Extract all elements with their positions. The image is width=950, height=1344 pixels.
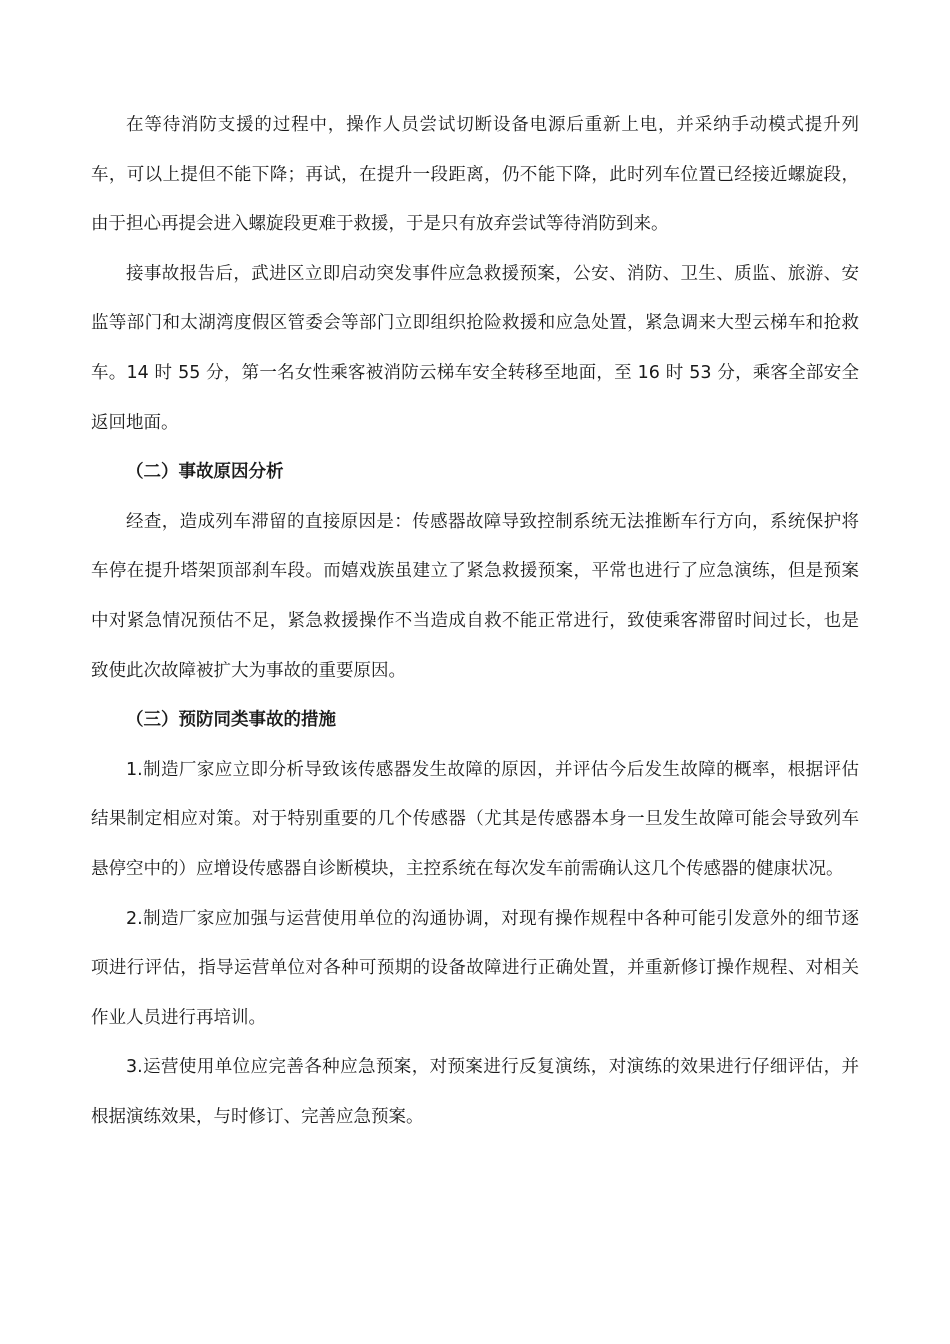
paragraph-measure-2: 2.制造厂家应加强与运营使用单位的沟通协调，对现有操作规程中各种可能引发意外的细节逐项进行评估，指导运营单位对各种可预期的设备故障进行正确处置，并重新修订操作规程、对相关作业人员进行再培训。: [91, 908, 859, 1028]
section-heading-cause-analysis: （二）事故原因分析: [126, 462, 284, 483]
paragraph-rescue-attempt: 在等待消防支援的过程中，操作人员尝试切断设备电源后重新上电，并采纳手动模式提升列车，可以上提但不能下降；再试，在提升一段距离，仍不能下降，此时列车位置已经接近螺旋段，由于担心再提会进入螺旋段更难于救援，于是只有放弃尝试等待消防到来。: [91, 115, 859, 235]
document-body: [91, 101, 859, 1142]
paragraph-emergency-response: 接事故报告后，武进区立即启动突发事件应急救援预案，公安、消防、卫生、质监、旅游、安监等部门和太湖湾度假区管委会等部门立即组织抢险救援和应急处置，紧急调来大型云梯车和抢救车。14 时 55 分，第一名女性乘客被消防云梯车安全转移至地面，至 16 时 53 分，乘客全部安全返回地面。: [91, 263, 859, 433]
paragraph-measure-1: 1.制造厂家应立即分析导致该传感器发生故障的原因，并评估今后发生故障的概率，根据评估结果制定相应对策。对于特别重要的几个传感器（尤其是传感器本身一旦发生故障可能会导致列车悬停空中的）应增设传感器自诊断模块，主控系统在每次发车前需确认这几个传感器的健康状况。: [91, 759, 859, 879]
section-heading-prevention-measures: （三）预防同类事故的措施: [126, 710, 336, 731]
paragraph-cause-analysis: 经查，造成列车滞留的直接原因是：传感器故障导致控制系统无法推断车行方向，系统保护将车停在提升塔架顶部刹车段。而嬉戏族虽建立了紧急救援预案，平常也进行了应急演练，但是预案中对紧急情况预估不足，紧急救援操作不当造成自救不能正常进行，致使乘客滞留时间过长，也是致使此次故障被扩大为事故的重要原因。: [91, 511, 859, 681]
paragraph-measure-3: 3.运营使用单位应完善各种应急预案，对预案进行反复演练，对演练的效果进行仔细评估，并根据演练效果，与时修订、完善应急预案。: [91, 1057, 859, 1127]
